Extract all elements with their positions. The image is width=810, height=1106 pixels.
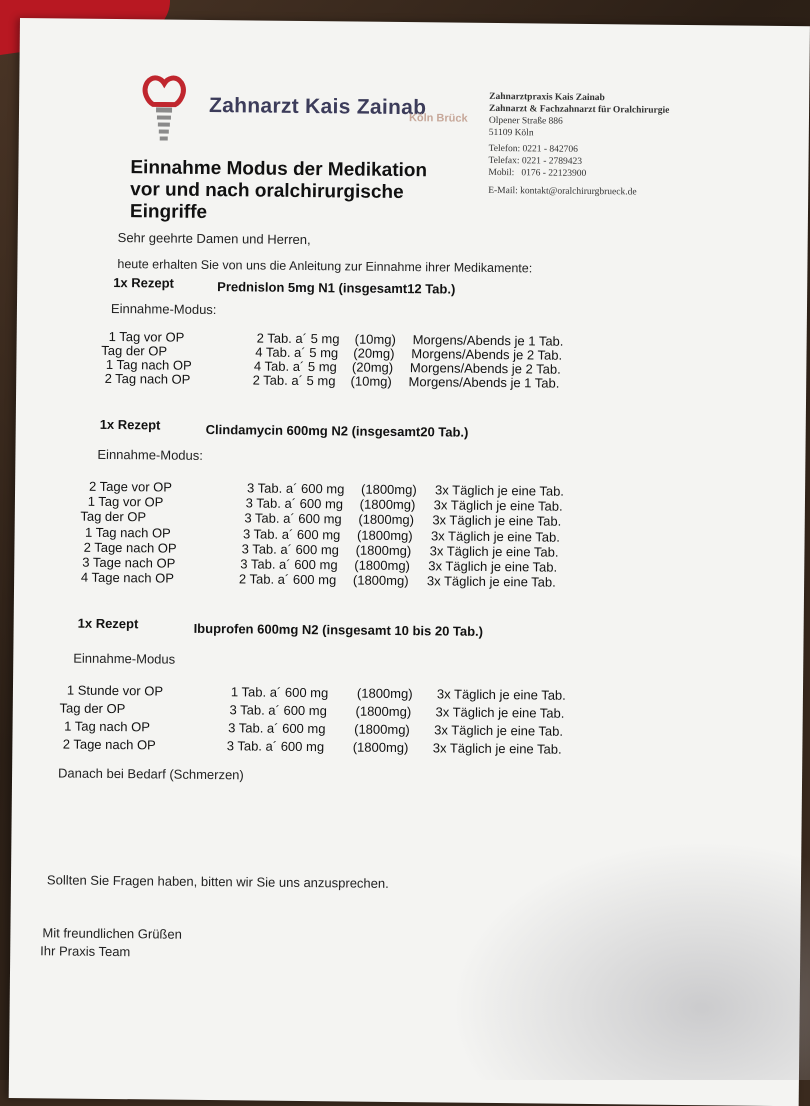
tooth-implant-logo-icon [139,74,190,153]
timing-cell: 1 Stunde vor OP [66,682,164,699]
frequency-cell: 3x Täglich je eine Tab. [434,722,564,739]
total-cell: (10mg) [350,373,392,389]
timing-cell: 4 Tage nach OP [80,569,175,586]
timing-cell: 2 Tag nach OP [104,370,191,387]
address-block [489,91,670,141]
dose-cell: 2 Tab. a´ 5 mg [252,372,336,389]
timing-cell: Tag der OP [59,700,126,717]
timing-cell: 1 Tag nach OP [84,524,171,541]
total-cell: (1800mg) [358,511,415,528]
title-line: Eingriffe [129,201,208,223]
timing-cell: 3 Tage nach OP [82,554,176,571]
timing-cell: Tag der OP [80,509,147,525]
frequency-cell: 3x Täglich je eine Tab. [429,543,559,560]
frequency-cell: 3x Täglich je eine Tab. [435,482,565,499]
total-cell: (1800mg) [356,527,413,543]
frequency-cell: 3x Täglich je eine Tab. [428,558,558,575]
total-cell: (1800mg) [359,496,416,513]
title-line: vor und nach oralchirurgische [130,179,404,204]
dose-cell: 3 Tab. a´ 600 mg [242,525,341,542]
intro-text: heute erhalten Sie von uns die Anleitung zur Einnahme ihrer Medikamente: [117,257,533,276]
questions-note: Sollten Sie Fragen haben, bitten wir Sie uns anzusprechen. [46,872,389,891]
document-title [130,157,491,227]
address-line: Zahnarztpraxis Kais Zainab [489,91,605,104]
timing-cell: 2 Tage vor OP [89,478,173,495]
frequency-cell: 3x Täglich je eine Tab. [430,527,560,545]
dose-cell: 3 Tab. a´ 600 mg [228,720,326,737]
phone-line: Telefon: 0221 - 842706 [488,143,579,155]
frequency-cell: 3x Täglich je eine Tab. [433,497,563,514]
frequency-cell: 3x Täglich je eine Tab. [435,704,565,721]
closing-line: Mit freundlichen Grüßen [42,925,182,942]
drug-name: Prednislon 5mg N1 (insgesamt12 Tab.) [217,279,456,297]
timing-cell: 2 Tage nach OP [62,736,156,753]
title-line: Einnahme Modus der Medikation [130,157,428,182]
dose-cell: 2 Tab. a´ 5 mg [256,330,340,347]
email-line: E-Mail: kontakt@oralchirurgbrueck.de [488,185,637,198]
drug-name: Ibuprofen 600mg N2 (insgesamt 10 bis 20 Tab.) [193,620,484,639]
dose-cell: 3 Tab. a´ 600 mg [247,480,345,497]
timing-cell: 1 Tag vor OP [87,493,164,510]
address-line: Olpener Straße 886 [488,115,563,127]
dose-cell: 3 Tab. a´ 600 mg [241,541,340,558]
hand-shadow [450,840,810,1080]
timing-cell: 1 Tag nach OP [64,718,151,735]
total-cell: (1800mg) [352,572,409,589]
total-cell: (20mg) [353,345,395,361]
frequency-cell: 3x Täglich je eine Tab. [436,686,566,703]
timing-cell: 1 Tag vor OP [108,328,185,345]
dose-cell: 2 Tab. a´ 600 mg [238,571,337,588]
rezept-label: 1x Rezept [113,274,175,291]
drug-name: Clindamycin 600mg N2 (insgesamt20 Tab.) [205,421,469,440]
total-cell: (1800mg) [354,557,411,574]
total-cell: (1800mg) [361,481,417,498]
timing-cell: Tag der OP [101,342,168,359]
dose-cell: 4 Tab. a´ 5 mg [253,358,337,375]
signature-line: Ihr Praxis Team [40,943,131,960]
contact-block [488,143,586,180]
frequency-cell: Morgens/Abends je 2 Tab. [409,360,561,377]
frequency-cell: 3x Täglich je eine Tab. [432,512,562,530]
after-note: Danach bei Bedarf (Schmerzen) [58,765,244,783]
total-cell: (10mg) [354,331,396,347]
timing-cell: 1 Tag nach OP [105,356,192,373]
frequency-cell: Morgens/Abends je 1 Tab. [412,332,564,349]
total-cell: (20mg) [351,359,394,375]
dose-cell: 3 Tab. a´ 600 mg [244,510,342,527]
dose-cell: 3 Tab. a´ 600 mg [245,495,344,512]
practice-name: Zahnarzt Kais Zainab [208,93,427,120]
dose-cell: 3 Tab. a´ 600 mg [229,702,327,719]
total-cell: (1800mg) [354,721,410,738]
rezept-label: 1x Rezept [99,416,161,433]
address-line: Zahnarzt & Fachzahnarzt für Oralchirurgie [489,103,670,116]
dose-cell: 1 Tab. a´ 600 mg [230,684,329,701]
frequency-cell: 3x Täglich je eine Tab. [432,740,562,757]
total-cell: (1800mg) [355,542,412,558]
intake-mode-label: Einnahme-Modus: [97,446,204,463]
frequency-cell: Morgens/Abends je 2 Tab. [411,346,563,363]
timing-cell: 2 Tage nach OP [83,539,177,556]
fax-line: Telefax: 0221 - 2789423 [488,155,583,167]
greeting: Sehr geehrte Damen und Herren, [117,230,311,248]
frequency-cell: 3x Täglich je eine Tab. [426,573,556,590]
intake-mode-label: Einnahme-Modus [73,650,176,667]
practice-location: Köln Brück [408,112,468,125]
total-cell: (1800mg) [352,739,409,756]
intake-mode-label: Einnahme-Modus: [110,300,217,318]
dose-cell: 3 Tab. a´ 600 mg [240,556,338,573]
dose-cell: 3 Tab. a´ 600 mg [226,738,325,755]
dose-cell: 4 Tab. a´ 5 mg [255,344,339,361]
frequency-cell: Morgens/Abends je 1 Tab. [408,374,560,391]
total-cell: (1800mg) [355,703,412,720]
address-line: 51109 Köln [488,127,534,139]
total-cell: (1800mg) [356,685,413,702]
rezept-label: 1x Rezept [77,615,139,632]
mobile-line: Mobil: 0176 - 22123900 [488,167,587,179]
